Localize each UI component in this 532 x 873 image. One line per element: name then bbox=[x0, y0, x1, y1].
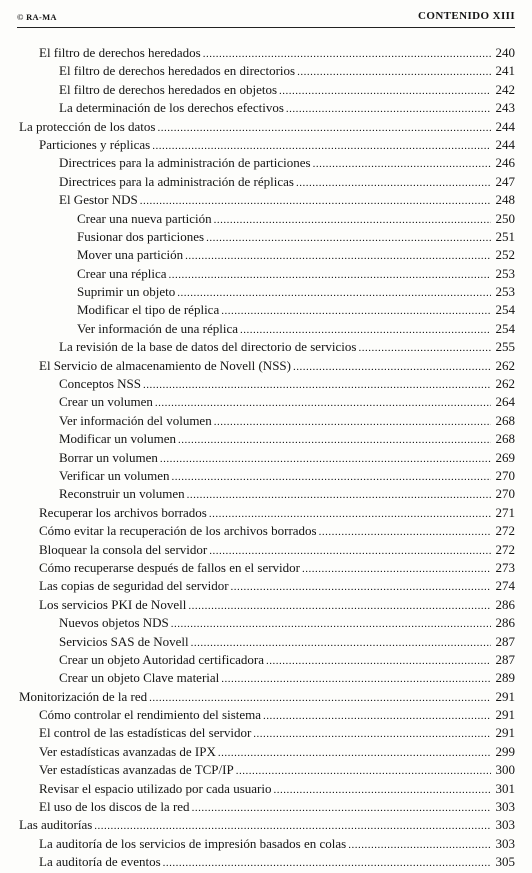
toc-entry bbox=[0, 559, 532, 577]
toc-entry-page: 250 bbox=[495, 210, 515, 226]
toc-entry-title: La protección de los datos bbox=[19, 118, 156, 134]
toc-entry-title: Crear un objeto Autoridad certificadora bbox=[59, 651, 265, 667]
toc-entry-page: 243 bbox=[495, 100, 515, 116]
toc-entry-title: Crear un objeto Clave material bbox=[59, 670, 220, 686]
toc-entry-title: La auditoría de eventos bbox=[39, 854, 161, 870]
toc-entry-page: 240 bbox=[495, 45, 515, 60]
toc-entry-page: 244 bbox=[495, 136, 515, 152]
toc-entry-title: Ver estadísticas avanzadas de TCP/IP bbox=[39, 762, 234, 778]
toc-entry bbox=[0, 596, 532, 614]
toc-entry bbox=[0, 430, 532, 448]
toc-entry-page: 255 bbox=[495, 339, 515, 355]
dot-leader bbox=[206, 229, 491, 247]
dot-leader bbox=[236, 762, 491, 780]
toc-entry bbox=[0, 504, 532, 522]
dot-leader bbox=[209, 505, 491, 523]
table-of-contents bbox=[0, 44, 532, 872]
toc-entry-page: 269 bbox=[495, 449, 515, 465]
toc-entry-title: Cómo controlar el rendimiento del sistema bbox=[39, 707, 262, 723]
toc-entry bbox=[0, 338, 532, 356]
toc-entry-page: 254 bbox=[495, 320, 515, 336]
dot-leader bbox=[358, 339, 491, 357]
toc-entry bbox=[0, 210, 532, 228]
dot-leader bbox=[286, 100, 491, 118]
toc-entry bbox=[0, 44, 532, 62]
toc-entry-page: 241 bbox=[495, 63, 515, 79]
toc-entry bbox=[0, 301, 532, 319]
dot-leader bbox=[140, 192, 491, 210]
toc-entry-page: 251 bbox=[495, 228, 515, 244]
toc-entry-page: 272 bbox=[495, 541, 515, 557]
toc-entry-page: 270 bbox=[495, 467, 515, 483]
dot-leader bbox=[313, 155, 491, 173]
dot-leader bbox=[192, 799, 491, 817]
toc-entry-page: 247 bbox=[495, 173, 515, 189]
dot-leader bbox=[152, 137, 491, 155]
toc-entry-page: 273 bbox=[495, 559, 515, 575]
toc-entry-page: 291 bbox=[495, 688, 515, 704]
toc-entry bbox=[0, 357, 532, 375]
toc-entry bbox=[0, 835, 532, 853]
dot-leader bbox=[169, 266, 491, 284]
dot-leader bbox=[296, 174, 491, 192]
toc-entry bbox=[0, 485, 532, 503]
toc-entry-page: 254 bbox=[495, 302, 515, 318]
toc-entry-page: 286 bbox=[495, 596, 515, 612]
toc-entry-page: 253 bbox=[495, 284, 515, 300]
toc-entry bbox=[0, 246, 532, 264]
toc-entry-page: 268 bbox=[495, 412, 515, 428]
toc-entry-title: Particiones y réplicas bbox=[39, 136, 151, 152]
toc-entry bbox=[0, 136, 532, 154]
dot-leader bbox=[171, 468, 491, 486]
toc-entry-title: El control de las estadísticas del servidor bbox=[39, 725, 252, 741]
toc-entry bbox=[0, 522, 532, 540]
publisher-label: © RA-MA bbox=[17, 12, 57, 22]
toc-entry-page: 248 bbox=[495, 192, 515, 208]
toc-entry-page: 303 bbox=[495, 817, 515, 833]
toc-entry-title: Cómo evitar la recuperación de los archivos borrados bbox=[39, 523, 317, 539]
toc-entry-page: 289 bbox=[495, 670, 515, 686]
dot-leader bbox=[163, 854, 491, 872]
toc-entry bbox=[0, 228, 532, 246]
dot-leader bbox=[157, 119, 491, 137]
dot-leader bbox=[279, 82, 491, 100]
toc-entry-page: 287 bbox=[495, 651, 515, 667]
toc-entry-page: 301 bbox=[495, 780, 515, 796]
dot-leader bbox=[348, 836, 491, 854]
toc-entry-title: Bloquear la consola del servidor bbox=[39, 541, 208, 557]
dot-leader bbox=[185, 247, 491, 265]
toc-entry-page: 274 bbox=[495, 578, 515, 594]
toc-entry-page: 246 bbox=[495, 155, 515, 171]
dot-leader bbox=[302, 560, 491, 578]
dot-leader bbox=[149, 689, 491, 707]
toc-entry-page: 244 bbox=[495, 118, 515, 134]
toc-entry bbox=[0, 173, 532, 191]
toc-entry-page: 270 bbox=[495, 486, 515, 502]
toc-entry-page: 291 bbox=[495, 725, 515, 741]
dot-leader bbox=[188, 597, 491, 615]
toc-entry bbox=[0, 724, 532, 742]
toc-entry bbox=[0, 81, 532, 99]
toc-entry-title: El filtro de derechos heredados en objetos bbox=[59, 81, 278, 97]
toc-entry-title: Fusionar dos particiones bbox=[77, 228, 205, 244]
toc-entry bbox=[0, 633, 532, 651]
dot-leader bbox=[214, 413, 491, 431]
dot-leader bbox=[253, 725, 491, 743]
toc-entry bbox=[0, 283, 532, 301]
dot-leader bbox=[177, 284, 491, 302]
toc-entry-title: La determinación de los derechos efectivos bbox=[59, 100, 284, 116]
toc-entry bbox=[0, 706, 532, 724]
dot-leader bbox=[297, 63, 491, 81]
dot-leader bbox=[191, 634, 491, 652]
toc-entry-title: Crear una réplica bbox=[77, 265, 167, 281]
toc-entry-title: Crear una nueva partición bbox=[77, 210, 212, 226]
toc-entry-page: 264 bbox=[495, 394, 515, 410]
dot-leader bbox=[178, 431, 491, 449]
toc-entry-title: El Gestor NDS bbox=[59, 192, 138, 208]
toc-entry bbox=[0, 99, 532, 117]
dot-leader bbox=[266, 652, 491, 670]
toc-entry-page: 291 bbox=[495, 707, 515, 723]
toc-entry-page: 300 bbox=[495, 762, 515, 778]
toc-entry bbox=[0, 541, 532, 559]
toc-entry bbox=[0, 761, 532, 779]
toc-entry bbox=[0, 688, 532, 706]
toc-entry bbox=[0, 780, 532, 798]
toc-entry-page: 303 bbox=[495, 835, 515, 851]
toc-entry-page: 287 bbox=[495, 633, 515, 649]
toc-entry-page: 262 bbox=[495, 357, 515, 373]
dot-leader bbox=[231, 578, 491, 596]
toc-entry-title: Modificar un volumen bbox=[59, 431, 176, 447]
toc-entry-title: Servicios SAS de Novell bbox=[59, 633, 189, 649]
toc-entry-title: Mover una partición bbox=[77, 247, 184, 263]
toc-entry bbox=[0, 449, 532, 467]
toc-entry-page: 253 bbox=[495, 265, 515, 281]
toc-entry bbox=[0, 614, 532, 632]
dot-leader bbox=[221, 302, 491, 320]
dot-leader bbox=[203, 45, 491, 63]
toc-entry bbox=[0, 375, 532, 393]
dot-leader bbox=[240, 321, 491, 339]
dot-leader bbox=[171, 615, 491, 633]
toc-entry-title: Verificar un volumen bbox=[59, 467, 170, 483]
dot-leader bbox=[263, 707, 491, 725]
toc-entry-title: El filtro de derechos heredados en directorios bbox=[59, 63, 296, 79]
toc-entry-title: Ver información de una réplica bbox=[77, 320, 238, 336]
dot-leader bbox=[319, 523, 491, 541]
toc-entry-title: Crear un volumen bbox=[59, 394, 153, 410]
toc-entry-page: 268 bbox=[495, 431, 515, 447]
toc-entry-title: El uso de los discos de la red bbox=[39, 799, 190, 815]
toc-entry-title: Los servicios PKI de Novell bbox=[39, 596, 187, 612]
toc-entry bbox=[0, 320, 532, 338]
toc-entry-title: Nuevos objetos NDS bbox=[59, 615, 169, 631]
dot-leader bbox=[160, 450, 491, 468]
toc-entry bbox=[0, 265, 532, 283]
dot-leader bbox=[143, 376, 491, 394]
toc-entry-title: Las auditorías bbox=[19, 817, 93, 833]
toc-entry bbox=[0, 393, 532, 411]
toc-entry-title: Las copias de seguridad del servidor bbox=[39, 578, 229, 594]
dot-leader bbox=[209, 542, 491, 560]
toc-entry bbox=[0, 412, 532, 430]
toc-entry-title: Modificar el tipo de réplica bbox=[77, 302, 220, 318]
toc-entry bbox=[0, 853, 532, 871]
dot-leader bbox=[221, 670, 491, 688]
toc-entry bbox=[0, 816, 532, 834]
toc-entry-title: Cómo recuperarse después de fallos en el servidor bbox=[39, 559, 300, 575]
dot-leader bbox=[293, 358, 491, 376]
toc-entry-title: El Servicio de almacenamiento de Novell (NSS) bbox=[39, 357, 291, 373]
toc-entry-title: La auditoría de los servicios de impresión basados en colas bbox=[39, 835, 347, 851]
toc-entry-page: 299 bbox=[495, 743, 515, 759]
toc-entry bbox=[0, 577, 532, 595]
toc-entry-title: Directrices para la administración de réplicas bbox=[59, 173, 294, 189]
dot-leader bbox=[187, 486, 491, 504]
toc-entry-page: 252 bbox=[495, 247, 515, 263]
toc-entry-page: 272 bbox=[495, 523, 515, 539]
toc-entry bbox=[0, 798, 532, 816]
toc-entry bbox=[0, 154, 532, 172]
toc-entry bbox=[0, 62, 532, 80]
toc-entry-title: Revisar el espacio utilizado por cada usuario bbox=[39, 780, 272, 796]
toc-entry-title: Ver información del volumen bbox=[59, 412, 212, 428]
toc-entry-page: 262 bbox=[495, 376, 515, 392]
toc-entry-title: Monitorización de la red bbox=[19, 688, 148, 704]
toc-entry bbox=[0, 669, 532, 687]
toc-entry-title: El filtro de derechos heredados bbox=[39, 45, 201, 60]
dot-leader bbox=[94, 817, 491, 835]
toc-entry-title: Directrices para la administración de particiones bbox=[59, 155, 311, 171]
toc-entry bbox=[0, 651, 532, 669]
toc-entry-title: Recuperar los archivos borrados bbox=[39, 504, 207, 520]
toc-entry-title: Suprimir un objeto bbox=[77, 284, 176, 300]
dot-leader bbox=[214, 211, 491, 229]
dot-leader bbox=[155, 394, 491, 412]
toc-entry-title: Reconstruir un volumen bbox=[59, 486, 185, 502]
toc-entry-page: 286 bbox=[495, 615, 515, 631]
toc-entry-title: Ver estadísticas avanzadas de IPX bbox=[39, 743, 216, 759]
toc-entry-page: 271 bbox=[495, 504, 515, 520]
toc-entry-title: Borrar un volumen bbox=[59, 449, 158, 465]
toc-entry-page: 305 bbox=[495, 854, 515, 870]
toc-entry-title: Conceptos NSS bbox=[59, 376, 141, 392]
toc-entry bbox=[0, 467, 532, 485]
page-header bbox=[17, 9, 515, 28]
dot-leader bbox=[273, 781, 491, 799]
toc-entry-page: 303 bbox=[495, 799, 515, 815]
toc-entry-title: La revisión de la base de datos del directorio de servicios bbox=[59, 339, 357, 355]
toc-entry bbox=[0, 191, 532, 209]
toc-entry-page: 242 bbox=[495, 81, 515, 97]
toc-entry bbox=[0, 118, 532, 136]
toc-entry bbox=[0, 743, 532, 761]
running-title: CONTENIDO XIII bbox=[418, 10, 515, 22]
dot-leader bbox=[218, 744, 491, 762]
